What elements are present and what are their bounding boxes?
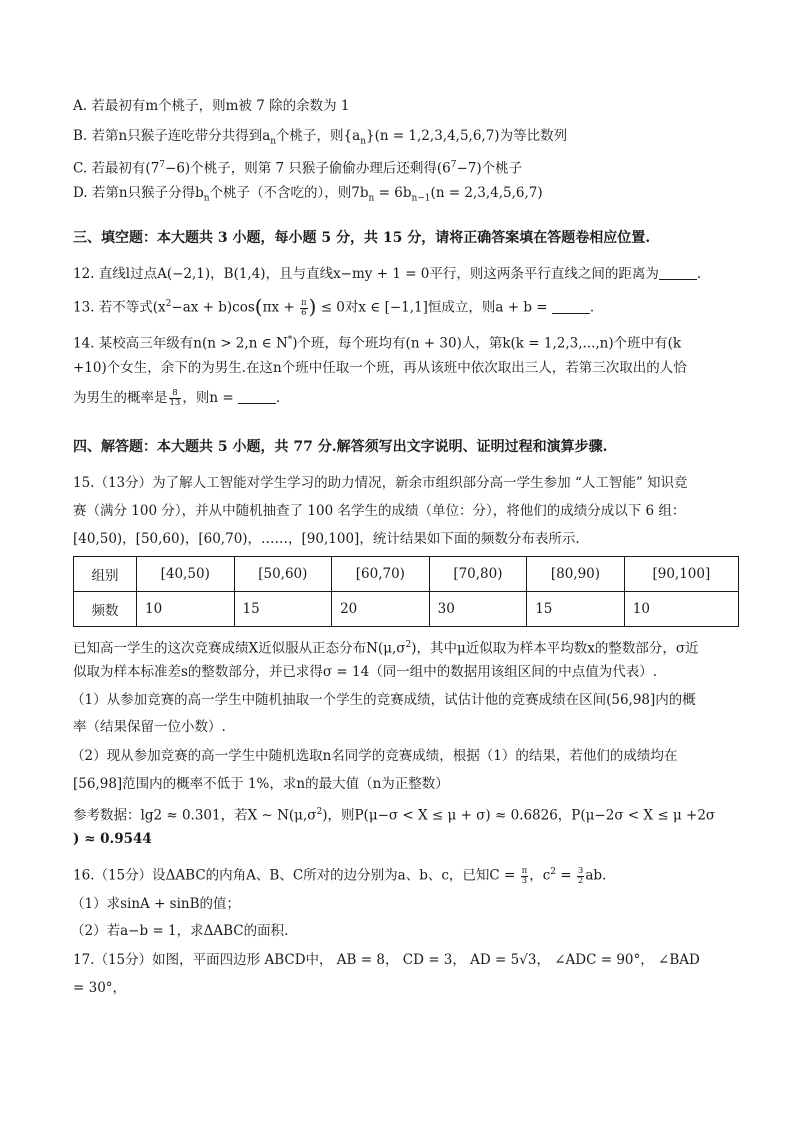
answer-blank (238, 389, 276, 404)
table-cell: 15 (234, 592, 332, 627)
question-13: 13. 若不等式$(x^2-ax + b)\cos(\pi x$ + $\frac{\pi}{6}$ ) ≤ 0对x ∈ [−1,1]恒成立，则a + b = . (73, 294, 595, 319)
table-cell: [90,100] (624, 557, 738, 592)
answer-blank (552, 299, 590, 314)
question-15-part-1-line-2: 率（结果保留一位小数）. (73, 719, 226, 735)
question-15-reference-1: 参考数据：lg2 ≈ 0.301，若X ∼ $N(\mu,\sigma^2)$，则P(μ−σ < X ≤ μ + σ) ≈ 0.6826，P(μ−2σ < X ≤ μ +2σ (73, 807, 716, 824)
fraction: $\frac{3}{2}$ (577, 865, 584, 886)
question-15-line-2: 赛（满分 100 分），并从中随机抽查了 100 名学生的成绩（单位：分），将他们的成绩分成以下 6 组： (73, 503, 686, 519)
fraction: $\frac{\pi}{3}$ (521, 865, 528, 886)
question-16-line-1: 16.（15分）设ΔABC的内角A、B、C所对的边分别为a、b、c，已知C = $\frac{\pi}{3}$ ，$c^2$ = $\frac{3}{2}$ ab. (73, 865, 607, 886)
question-14-line-1: 14. 某校高三年级有n(n > 2,n ∈ N*)个班，每个班均有(n + 30)人，第k(k = 1,2,3,...,n)个班中有(k (73, 335, 682, 352)
question-15-line-1: 15.（13分）为了解人工智能对学生学习的助力情况，新余市组织部分高一学生参加 “人工智能” 知识竞 (73, 475, 688, 491)
question-15-after-1: 已知高一学生的这次竞赛成绩X近似服从正态分布$N(\mu,\sigma^2)$，其中μ近似取为样本平均数x的整数部分，σ近 (73, 640, 699, 657)
option-c: C. 若最初有$(7^7-6)$个桃子，则第 7 只猴子偷偷办理后还剩得$(6^7-7)$个桃子 (73, 160, 523, 177)
frequency-table (73, 556, 739, 627)
table-cell: [60,70) (332, 557, 430, 592)
question-17-line-2: = 30°， (73, 980, 127, 996)
question-15-line-3: [40,50)，[50,60)，[60,70)，……，[90,100]，统计结果如下面的频数分布表所示. (73, 531, 580, 547)
question-17-line-1: 17.（15分）如图，平面四边形 ABCD中， AB = 8， CD = 3， AD = 5√3， ∠ADC = 90°， ∠BAD (73, 952, 700, 968)
table-row (74, 592, 739, 627)
option-d: D. 若第n只猴子分得$b_n$个桃子（不含吃的），则$7b_n = 6b_{n-1}(n = 2,3,4,5,6,7)$ (73, 185, 543, 204)
question-15-part-2-line-2: [56,98]范围内的概率不低于 1%，求n的最大值（n为正整数） (73, 776, 449, 792)
option-a: A. 若最初有m个桃子，则m被 7 除的余数为 1 (73, 98, 350, 114)
answer-blank (659, 265, 697, 280)
section-4-heading: 四、解答题：本大题共 5 小题，共 77 分.解答须写出文字说明、证明过程和演算步骤. (73, 439, 608, 455)
table-cell: 10 (624, 592, 738, 627)
option-b: B. 若第n只猴子连吃带分共得到$a_n$个桃子，则$\{a_n\}(n = 1,2,3,4,5,6,7)$为等比数列 (73, 128, 568, 147)
question-15-reference-2: ) ≈ 0.9544 (73, 831, 152, 847)
table-cell: 10 (137, 592, 235, 627)
fraction: $\frac{8}{13}$ (169, 388, 181, 408)
question-15-after-2: 似取为样本标准差s的整数部分，并已求得σ = 14（同一组中的数据用该组区间的中点值为代表）. (73, 664, 658, 680)
table-cell: [80,90) (527, 557, 625, 592)
question-15-part-2-line-1: （2）现从参加竞赛的高一学生中随机选取n名同学的竞赛成绩，根据（1）的结果，若他们的成绩均在 (71, 748, 678, 764)
question-16-part-2: （2）若a−b = 1，求ΔABC的面积. (71, 923, 289, 939)
question-14-line-2: +10)个女生，余下的为男生.在这n个班中任取一个班，再从该班中依次取出三人，若第三次取出的人恰 (73, 360, 687, 376)
question-12: 12. 直线l过点A(−2,1)，B(1,4)，且与直线x−my + 1 = 0平行，则这两条平行直线之间的距离为 . (73, 266, 702, 282)
fraction: $\frac{\pi}{6}$ (301, 297, 307, 318)
table-header-cell: 组别 (74, 557, 137, 592)
table-cell: 15 (527, 592, 625, 627)
table-cell: [40,50) (137, 557, 235, 592)
table-row (74, 557, 739, 592)
table-cell: 30 (429, 592, 527, 627)
section-3-heading: 三、填空题：本大题共 3 小题，每小题 5 分，共 15 分，请将正确答案填在答题卷相应位置. (73, 230, 651, 246)
table-cell: [70,80) (429, 557, 527, 592)
table-cell: [50,60) (234, 557, 332, 592)
question-15-part-1-line-1: （1）从参加竞赛的高一学生中随机抽取一个学生的竞赛成绩，试估计他的竞赛成绩在区间(56,98]内的概 (71, 692, 696, 708)
table-cell: 20 (332, 592, 430, 627)
table-header-cell: 频数 (74, 592, 137, 627)
question-16-part-1: （1）求sinA + sinB的值； (71, 896, 241, 912)
question-14-line-3: 为男生的概率是 $\frac{8}{13}$ ，则n = . (73, 388, 281, 408)
